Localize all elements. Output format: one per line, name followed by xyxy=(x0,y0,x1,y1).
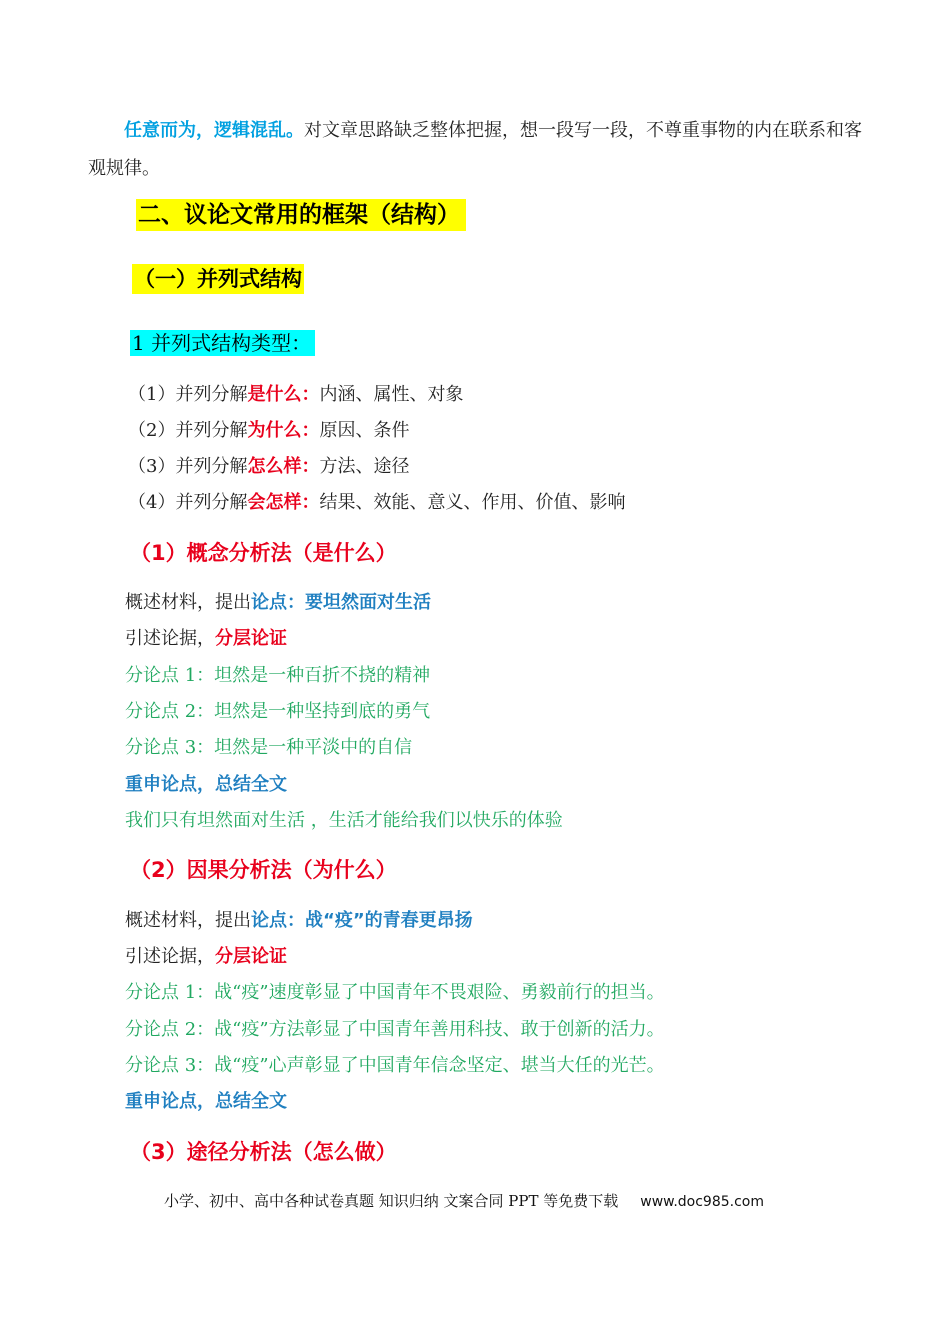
section-cite: 引述论据，分层论证 xyxy=(125,946,287,967)
intro-rest: 对文章思路缺乏整体把握，想一段写一段，不尊重事物的内在联系和客观规律。 xyxy=(88,120,862,179)
section-title: （2）因果分析法（为什么） xyxy=(130,858,397,882)
intro-lead: 任意而为，逻辑混乱。 xyxy=(124,120,304,141)
sub-point: 分论点 1：战“疫”速度彰显了中国青年不畏艰险、勇毅前行的担当。 xyxy=(125,982,665,1003)
section-intro: 概述材料，提出论点：战“疫”的青春更昂扬 xyxy=(125,910,473,931)
section-conclusion: 我们只有坦然面对生活 ，生活才能给我们以快乐的体验 xyxy=(125,810,563,831)
footer-text: 小学、初中、高中各种试卷真题 知识归纳 文案合同 PPT 等免费下载 xyxy=(164,1192,619,1210)
section-cite: 引述论据，分层论证 xyxy=(125,628,287,649)
page-footer xyxy=(164,1190,764,1213)
section-title: （3）途径分析法（怎么做） xyxy=(130,1140,397,1164)
sub-point: 分论点 3：坦然是一种平淡中的自信 xyxy=(125,737,413,758)
type-item: （1）并列分解是什么：内涵、属性、对象 xyxy=(128,384,464,405)
sub-point: 分论点 2：坦然是一种坚持到底的勇气 xyxy=(125,701,431,722)
intro-paragraph xyxy=(88,112,868,188)
footer-url[interactable]: www.doc985.com xyxy=(640,1194,765,1210)
sub-point: 分论点 2：战“疫”方法彰显了中国青年善用科技、敢于创新的活力。 xyxy=(125,1019,665,1040)
type-item: （2）并列分解为什么：原因、条件 xyxy=(128,420,410,441)
type-item: （4）并列分解会怎样：结果、效能、意义、作用、价值、影响 xyxy=(128,492,626,513)
section-title: （1）概念分析法（是什么） xyxy=(130,541,397,565)
heading-parallel-structure: （一）并列式结构 xyxy=(132,264,304,294)
heading-framework: 二、议论文常用的框架（结构） xyxy=(136,199,466,231)
type-item: （3）并列分解怎么样：方法、途径 xyxy=(128,456,410,477)
section-restate: 重申论点，总结全文 xyxy=(125,1091,287,1112)
section-intro: 概述材料，提出论点：要坦然面对生活 xyxy=(125,592,431,613)
heading-parallel-types: 1 并列式结构类型： xyxy=(130,330,315,356)
section-restate: 重申论点，总结全文 xyxy=(125,774,287,795)
sub-point: 分论点 3：战“疫”心声彰显了中国青年信念坚定、堪当大任的光芒。 xyxy=(125,1055,665,1076)
sub-point: 分论点 1：坦然是一种百折不挠的精神 xyxy=(125,665,431,686)
